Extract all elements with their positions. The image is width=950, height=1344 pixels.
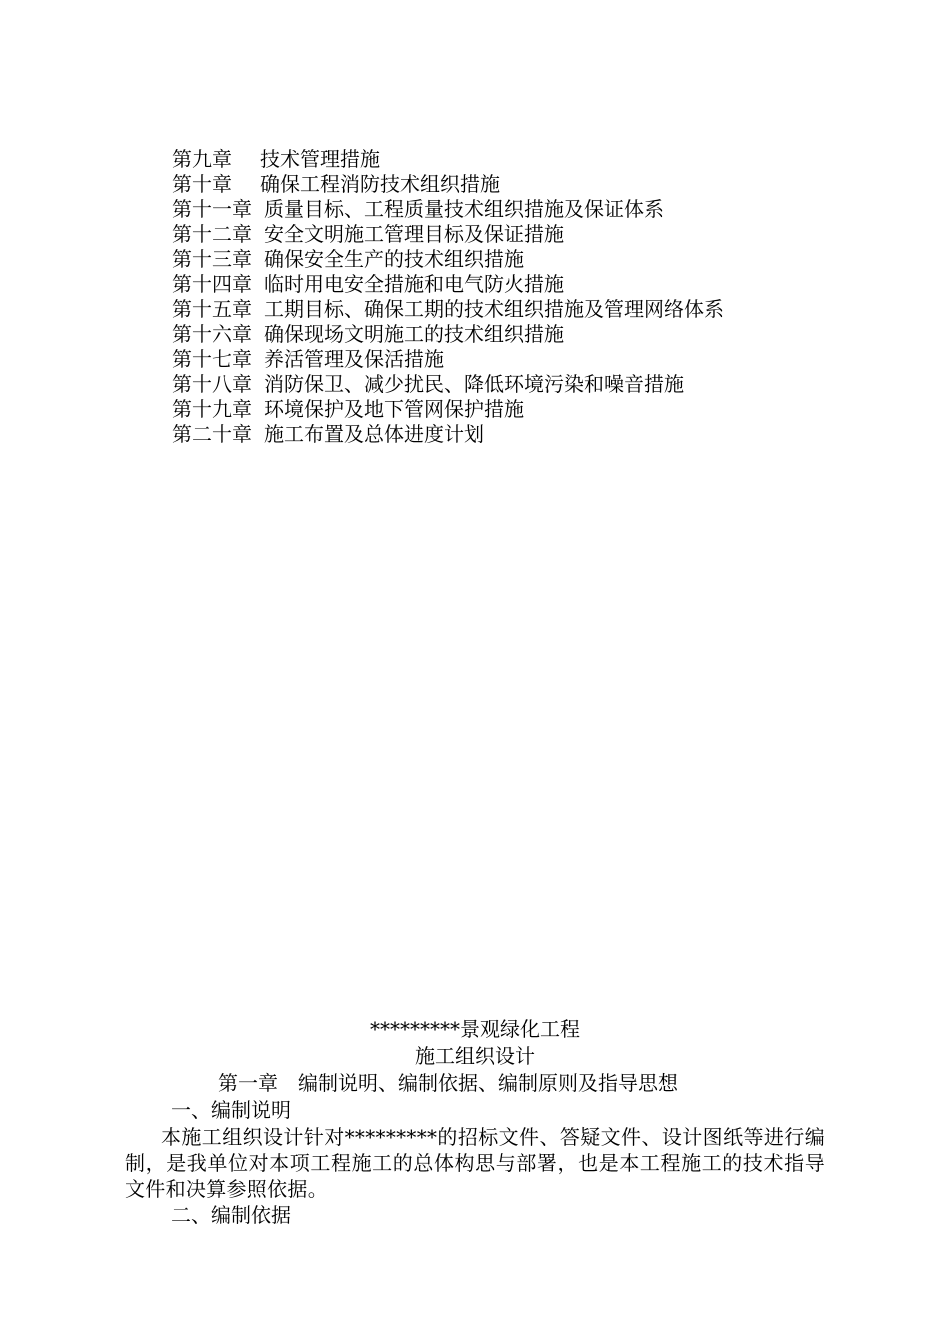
toc-chapter-number: 第十五章 <box>172 297 252 321</box>
toc-chapter-number: 第十一章 <box>172 197 252 221</box>
toc-chapter-title: 确保安全生产的技术组织措施 <box>264 247 524 271</box>
section-paragraph: 本施工组织设计针对*********的招标文件、答疑文件、设计图纸等进行编制，是我单位对本项工程施工的总体构思与部署，也是本工程施工的技术指导文件和决算参照依据。 <box>125 1125 825 1201</box>
toc-chapter-number: 第十九章 <box>172 397 252 421</box>
toc-chapter-number: 第十二章 <box>172 222 252 246</box>
toc-chapter-number: 第九章 <box>172 147 232 171</box>
toc-chapter-number: 第十八章 <box>172 372 252 396</box>
toc-chapter-number: 第十七章 <box>172 347 252 371</box>
toc-entry <box>172 197 872 222</box>
toc-chapter-number: 第二十章 <box>172 422 252 446</box>
toc-entry <box>172 172 872 197</box>
toc-entry <box>172 222 872 247</box>
toc-chapter-title: 技术管理措施 <box>260 147 380 171</box>
toc-entry <box>172 322 872 347</box>
toc-chapter-number: 第十六章 <box>172 322 252 346</box>
toc-chapter-title: 安全文明施工管理目标及保证措施 <box>264 222 564 246</box>
toc-chapter-title: 工期目标、确保工期的技术组织措施及管理网络体系 <box>264 297 724 321</box>
toc-entry <box>172 147 872 172</box>
toc-chapter-title: 环境保护及地下管网保护措施 <box>264 397 524 421</box>
toc-chapter-title: 确保工程消防技术组织措施 <box>260 172 500 196</box>
toc-entry <box>172 372 872 397</box>
toc-entry <box>172 397 872 422</box>
toc-chapter-number: 第十四章 <box>172 272 252 296</box>
toc-entry <box>172 247 872 272</box>
document-body <box>125 1016 825 1229</box>
toc-chapter-title: 质量目标、工程质量技术组织措施及保证体系 <box>264 197 664 221</box>
chapter-heading: 第一章 编制说明、编制依据、编制原则及指导思想 <box>218 1071 678 1095</box>
section-heading: 一、编制说明 <box>171 1098 291 1122</box>
toc-chapter-title: 施工布置及总体进度计划 <box>264 422 484 446</box>
toc-chapter-title: 消防保卫、减少扰民、降低环境污染和噪音措施 <box>264 372 684 396</box>
toc-chapter-title: 临时用电安全措施和电气防火措施 <box>264 272 564 296</box>
project-title: *********景观绿化工程 <box>370 1017 580 1041</box>
document-subtitle: 施工组织设计 <box>415 1044 535 1068</box>
toc-chapter-title: 养活管理及保活措施 <box>264 347 444 371</box>
toc-chapter-number: 第十三章 <box>172 247 252 271</box>
section-heading: 二、编制依据 <box>171 1203 291 1227</box>
toc-chapter-number: 第十章 <box>172 172 232 196</box>
toc-chapter-title: 确保现场文明施工的技术组织措施 <box>264 322 564 346</box>
table-of-contents <box>172 147 872 447</box>
toc-entry <box>172 347 872 372</box>
toc-entry <box>172 297 872 322</box>
toc-entry <box>172 422 872 447</box>
toc-entry <box>172 272 872 297</box>
